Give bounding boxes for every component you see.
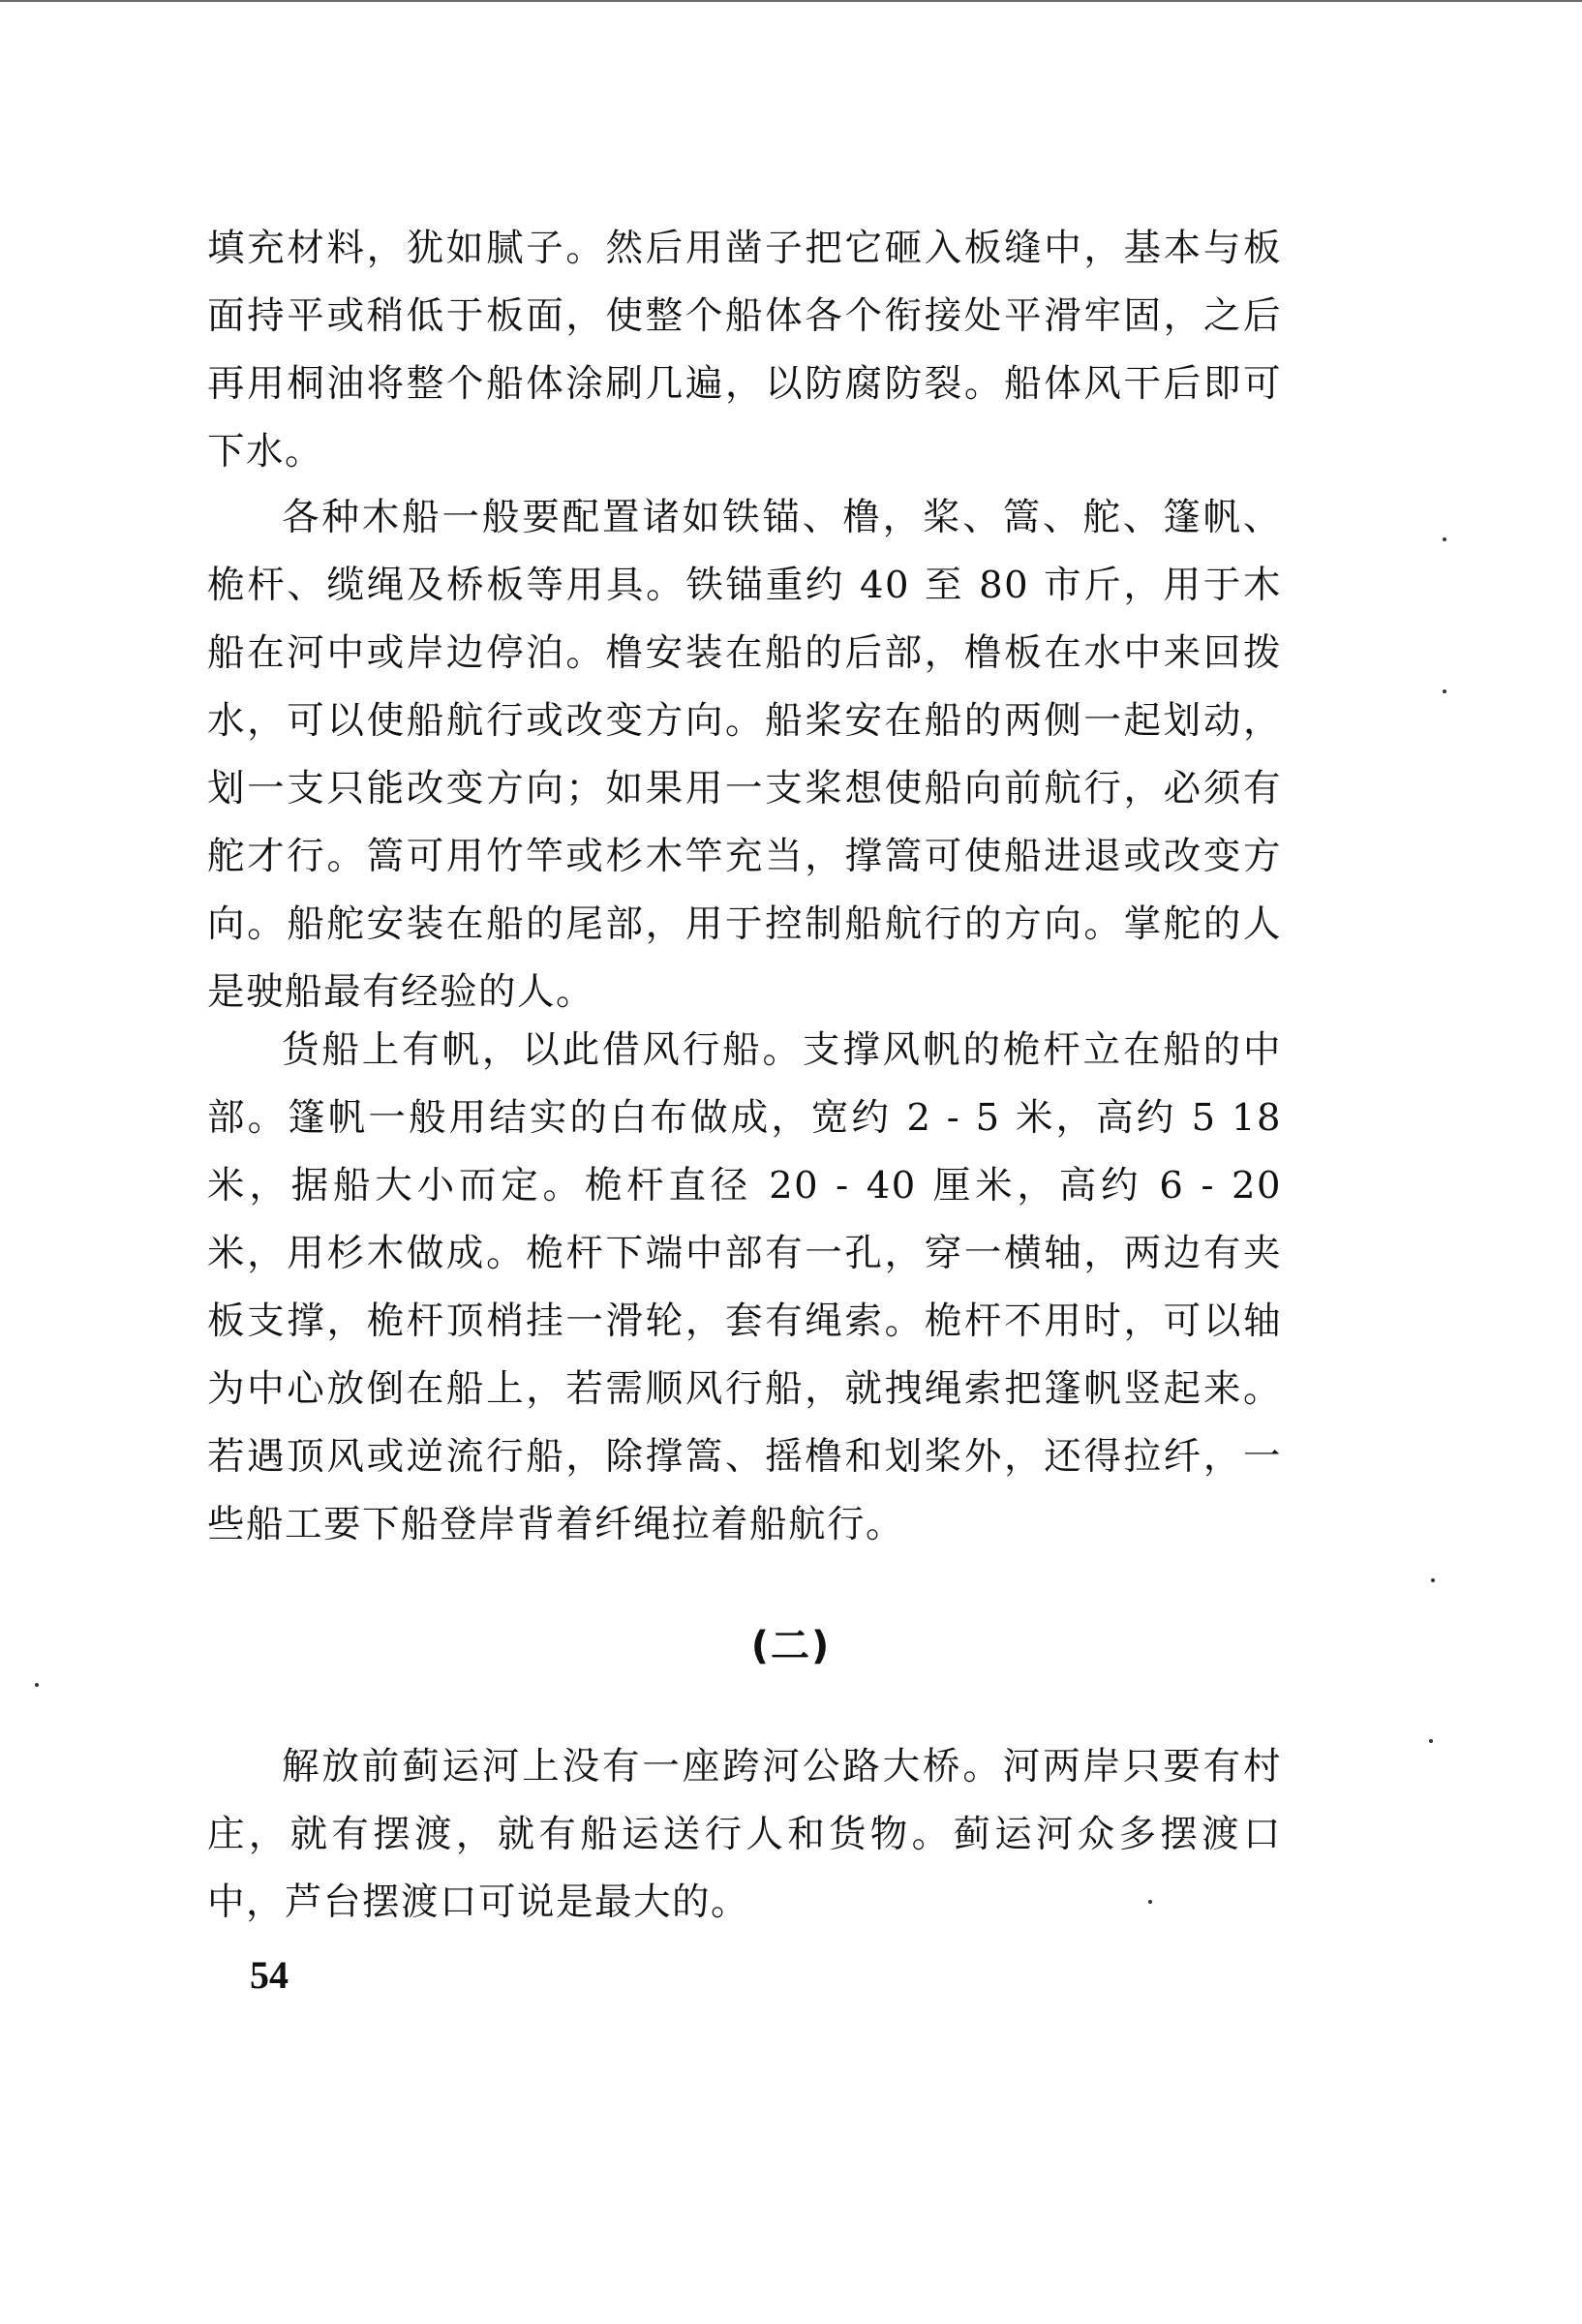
section-heading: (二) <box>750 1624 832 1668</box>
paragraph-1 <box>207 215 1282 486</box>
scan-speck <box>1443 537 1446 541</box>
scan-speck <box>1148 1900 1152 1904</box>
paragraph-2 <box>207 484 1282 1026</box>
scan-speck <box>1443 689 1446 693</box>
page-number: 54 <box>250 1953 289 1997</box>
paragraph-3 <box>207 1017 1282 1559</box>
scan-speck <box>1431 1578 1435 1582</box>
scan-speck <box>35 1683 39 1687</box>
paragraph-2-text: 各种木船一般要配置诸如铁锚、橹，桨、篙、舵、篷帆、桅杆、缆绳及桥板等用具。铁锚重约 40 至 80 市斤，用于木船在河中或岸边停泊。橹安装在船的后部，橹板在水中来回拨水，可以使船航行或改变方向。船桨安在船的两侧一起划动，划一支只能改变方向；如果用一支桨想使船向前航行，必须有舵才行。篙可用竹竿或杉木竿充当，撑篙可使船进退或改变方向。船舵安装在船的尾部，用于控制船航行的方向。掌舵的人是驶船最有经验的人。 <box>207 496 1282 1014</box>
scan-speck <box>1429 1739 1433 1743</box>
paragraph-4-text: 解放前蓟运河上没有一座跨河公路大桥。河两岸只要有村庄，就有摆渡，就有船运送行人和货物。蓟运河众多摆渡口中，芦台摆渡口可说是最大的。 <box>207 1745 1282 1924</box>
paragraph-3-text: 货船上有帆，以此借风行船。支撑风帆的桅杆立在船的中部。篷帆一般用结实的白布做成，宽约 2 - 5 米，高约 5 18 米，据船大小而定。桅杆直径 20 - 40 厘米，高约 6 - 20 米，用杉木做成。桅杆下端中部有一孔，穿一横轴，两边有夹板支撑，桅杆顶梢挂一滑轮，套有绳索。桅杆不用时，可以轴为中心放倒在船上，若需顺风行船，就拽绳索把篷帆竖起来。若遇顶风或逆流行船，除撑篙、摇橹和划桨外，还得拉纤，一些船工要下船登岸背着纤绳拉着船航行。 <box>207 1028 1282 1546</box>
paragraph-4 <box>207 1733 1282 1937</box>
paragraph-1-text: 填充材料，犹如腻子。然后用凿子把它砸入板缝中，基本与板面持平或稍低于板面，使整个船体各个衔接处平滑牢固，之后再用桐油将整个船体涂刷几遍，以防腐防裂。船体风干后即可下水。 <box>207 227 1282 474</box>
top-border-rule <box>0 0 1582 2</box>
